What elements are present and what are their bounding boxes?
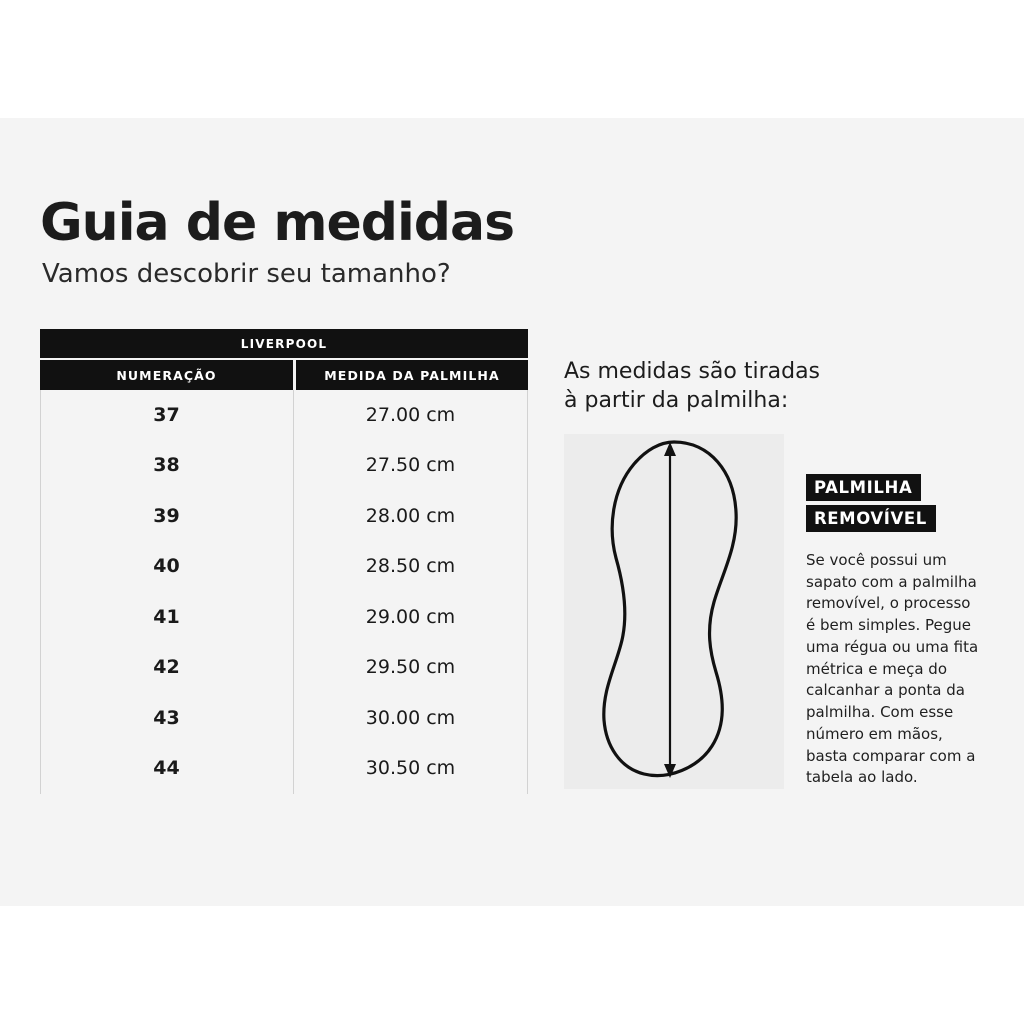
cell-size: 38 [153,454,180,477]
cell-insole: 30.00 cm [365,706,456,729]
table-divider-middle [293,390,294,794]
table-divider-right [527,390,528,794]
measurement-body [564,434,984,804]
cell-insole: 29.50 cm [365,656,456,679]
table-divider-left [40,390,41,794]
cell-size: 39 [153,504,180,527]
removable-insole-text [806,434,984,804]
table-row [40,390,528,441]
measurement-heading-line1: As medidas são tiradas [564,358,821,384]
table-header-medida: MEDIDA DA PALMILHA [296,360,528,390]
cell-insole: 28.50 cm [365,555,456,578]
measurement-heading-line2: à partir da palmilha: [564,388,789,414]
measurement-info-column [564,329,984,805]
cell-size: 37 [153,403,180,426]
tag-removivel: REMOVÍVEL [806,505,936,532]
measurement-heading [564,357,984,416]
table-header-row [40,360,528,390]
insole-illustration-panel [564,434,784,789]
tag-palmilha: PALMILHA [806,474,921,501]
cell-insole: 30.50 cm [365,757,456,780]
table-row [40,743,528,794]
table-row [40,541,528,592]
table-row [40,491,528,542]
cell-insole: 27.50 cm [365,454,456,477]
table-header-numeracao: NUMERAÇÃO [40,360,293,390]
page-subtitle: Vamos descobrir seu tamanho? [42,258,451,289]
cell-size: 41 [153,605,180,628]
cell-size: 40 [153,555,180,578]
table-body [40,390,528,794]
table-row [40,440,528,491]
table-row [40,592,528,643]
cell-size: 42 [153,656,180,679]
main-columns [40,329,984,805]
cell-insole: 29.00 cm [365,605,456,628]
insole-outline-icon [564,434,784,789]
cell-size: 43 [153,706,180,729]
cell-insole: 28.00 cm [365,504,456,527]
page-title: Guia de medidas [40,193,515,253]
instructions-paragraph: Se você possui um sapato com a palmilha removível, o processo é bem simples. Pegue uma régua ou uma fita métrica e meça do calcanhar a ponta da palmilha. Com esse número em mãos, basta comparar com a tabela ao lado. [806,550,979,787]
cell-insole: 27.00 cm [365,403,456,426]
guide-page [0,118,1024,906]
size-table-column [40,329,529,805]
table-row [40,642,528,693]
cell-size: 44 [153,757,180,780]
table-row [40,693,528,744]
page-content [40,193,984,804]
table-brand-bar: LIVERPOOL [40,329,528,358]
